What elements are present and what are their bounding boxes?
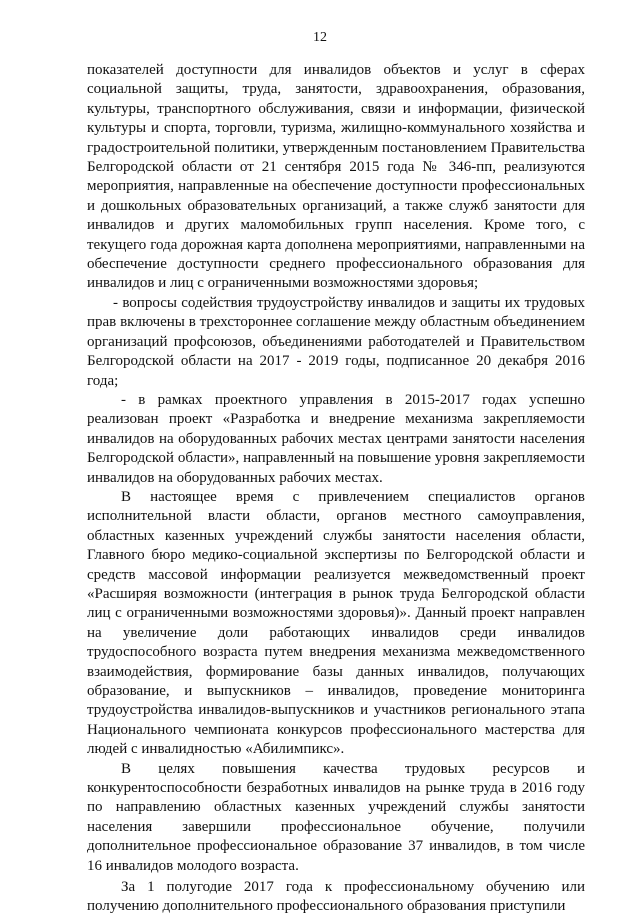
page-number: 12 [313, 30, 327, 45]
paragraph-retention-project: - в рамках проектного управления в 2015-2017 годах успешно реализован проект «Разработка и внедрение механизма закрепляемости инвалидов на оборудованных рабочих местах центрами занятости населения Белгородской области», направленный на повышение уровня закрепляемости инвалидов на оборудованных рабочих местах. [87, 391, 585, 486]
paragraph-tripartite-agreement: - вопросы содействия трудоустройству инвалидов и защиты их трудовых прав включены в трехстороннее соглашение между областным объединением организаций профсоюзов, объединениями работодателей и Правительством Белгородской области на 2017 - 2019 годы, подписанное 20 декабря 2016 года; [87, 294, 585, 389]
paragraph-vocational-training-2017: За 1 полугодие 2017 года к профессиональному обучению или получению дополнительного профессионального образования приступили [87, 879, 585, 915]
paragraph-vocational-training-2016: В целях повышения качества трудовых ресурсов и конкурентоспособности безработных инвалидов на рынке труда в 2016 году по направлению областных казенных учреждений службы занятости населения завершили профессиональное обучение, получили дополнительное профессиональное образование 37 инвалидов, в том числе 16 инвалидов молодого возраста. [87, 760, 585, 874]
paragraph-accessibility-roadmap: показателей доступности для инвалидов объектов и услуг в сферах социальной защиты, труда, занятости, здравоохранения, образования, культуры, транспортного обслуживания, связи и информации, физической культуры и спорта, торговли, туризма, жилищно-коммунального хозяйства и градостроительной политики, утвержденным постановлением Правительства Белгородской области от 21 сентября 2015 года № 346-пп, реализуются мероприятия, направленные на обеспечение доступности профессиональных и дошкольных образовательных организаций, а также служб занятости для инвалидов и других маломобильных групп населения. Кроме того, с текущего года дорожная карта дополнена мероприятиями, направленными на обеспечение доступности среднего профессионального образования для инвалидов и лиц с ограниченными возможностями здоровья; [87, 62, 585, 292]
document-body [87, 61, 585, 917]
paragraph-expanding-opportunities-project: В настоящее время с привлечением специалистов органов исполнительной власти области, органов местного самоуправления, областных казенных учреждений службы занятости населения области, Главного бюро медико-социальной экспертизы по Белгородской области и средств массовой информации реализуется межведомственный проект «Расширяя возможности (интеграция в рынок труда Белгородской области лиц с ограниченными возможностями здоровья)». Данный проект направлен на увеличение доли работающих инвалидов среди инвалидов трудоспособного возраста путем внедрения механизма межведомственного взаимодействия, формирование базы данных инвалидов, получающих образование, и выпускников – инвалидов, проведение мониторинга трудоустройства инвалидов-выпускников и участников регионального этапа Национального чемпионата конкурсов профессионального мастерства для людей с инвалидностью «Абилимпикс». [87, 488, 585, 758]
